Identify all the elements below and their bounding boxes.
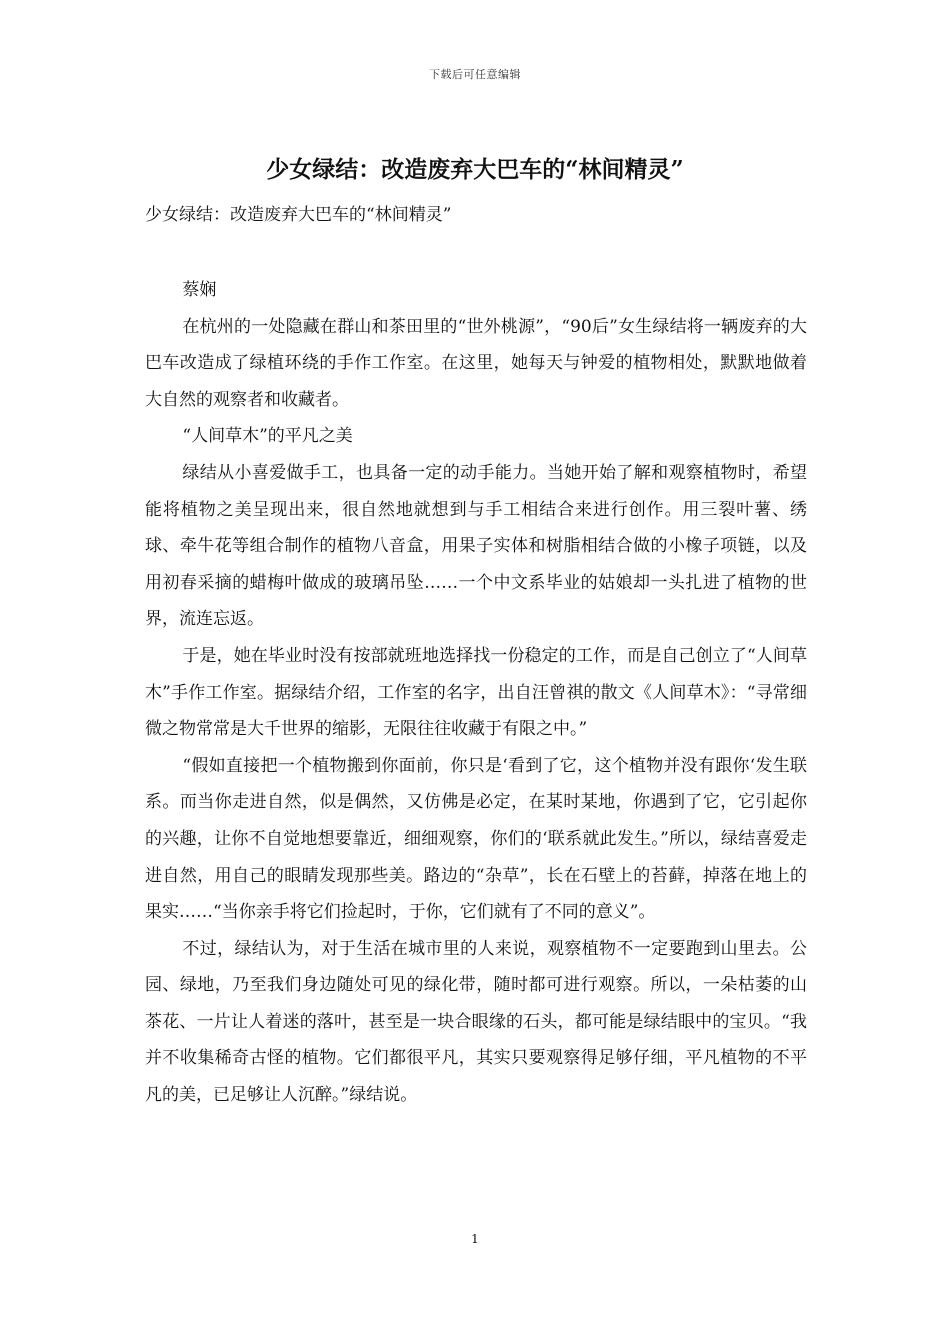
document-title: 少女绿结：改造废弃大巴车的“林间精灵” <box>266 156 684 183</box>
paragraph: 绿结从小喜爱做手工，也具备一定的动手能力。当她开始了解和观察植物时，希望能将植物之美呈现出来，很自然地就想到与手工相结合来进行创作。用三裂叶薯、绣球、牵牛花等组合制作的植物八音盒，用果子实体和树脂相结合做的小橡子项链，以及用初春采摘的蜡梅叶做成的玻璃吊坠……一个中文系毕业的姑娘却一头扎进了植物的世界，流连忘返。 <box>145 462 807 630</box>
article-body <box>145 272 807 1114</box>
paragraph: “假如直接把一个植物搬到你面前，你只是‘看到了它，这个植物并没有跟你‘发生联系。而当你走进自然，似是偶然，又仿佛是必定，在某时某地，你遇到了它，它引起你的兴趣，让你不自觉地想要靠近，细细观察，你们的‘联系就此发生。”所以，绿结喜爱走进自然，用自己的眼睛发现那些美。路边的“杂草”，长在石壁上的苔藓，掉落在地上的果实……“当你亲手将它们捡起时，于你，它们就有了不同的意义”。 <box>145 755 807 923</box>
page-header: 下载后可任意编辑 <box>429 68 521 81</box>
paragraph: 在杭州的一处隐藏在群山和茶田里的“世外桃源”，“90后”女生绿结将一辆废弃的大巴车改造成了绿植环绕的手作工作室。在这里，她每天与钟爱的植物相处，默默地做着大自然的观察者和收藏者。 <box>145 316 807 410</box>
page-number: 1 <box>471 1232 479 1246</box>
document-subtitle: 少女绿结：改造废弃大巴车的“林间精灵” <box>145 205 452 225</box>
paragraph: 于是，她在毕业时没有按部就班地选择找一份稳定的工作，而是自己创立了“人间草木”手作工作室。据绿结介绍，工作室的名字，出自汪曾祺的散文《人间草木》：“寻常细微之物常常是大千世界的缩影，无限往往收藏于有限之中。” <box>145 645 807 740</box>
paragraph: 不过，绿结认为，对于生活在城市里的人来说，观察植物不一定要跑到山里去。公园、绿地，乃至我们身边随处可见的绿化带，随时都可进行观察。所以，一朵枯萎的山茶花、一片让人着迷的落叶，甚至是一块合眼缘的石头，都可能是绿结眼中的宝贝。“我并不收集稀奇古怪的植物。它们都很平凡，其实只要观察得足够仔细，平凡植物的不平凡的美，已足够让人沉醉。”绿结说。 <box>145 938 807 1106</box>
section-heading: “人间草木”的平凡之美 <box>182 426 353 447</box>
author-line: 蔡娴 <box>182 280 217 300</box>
